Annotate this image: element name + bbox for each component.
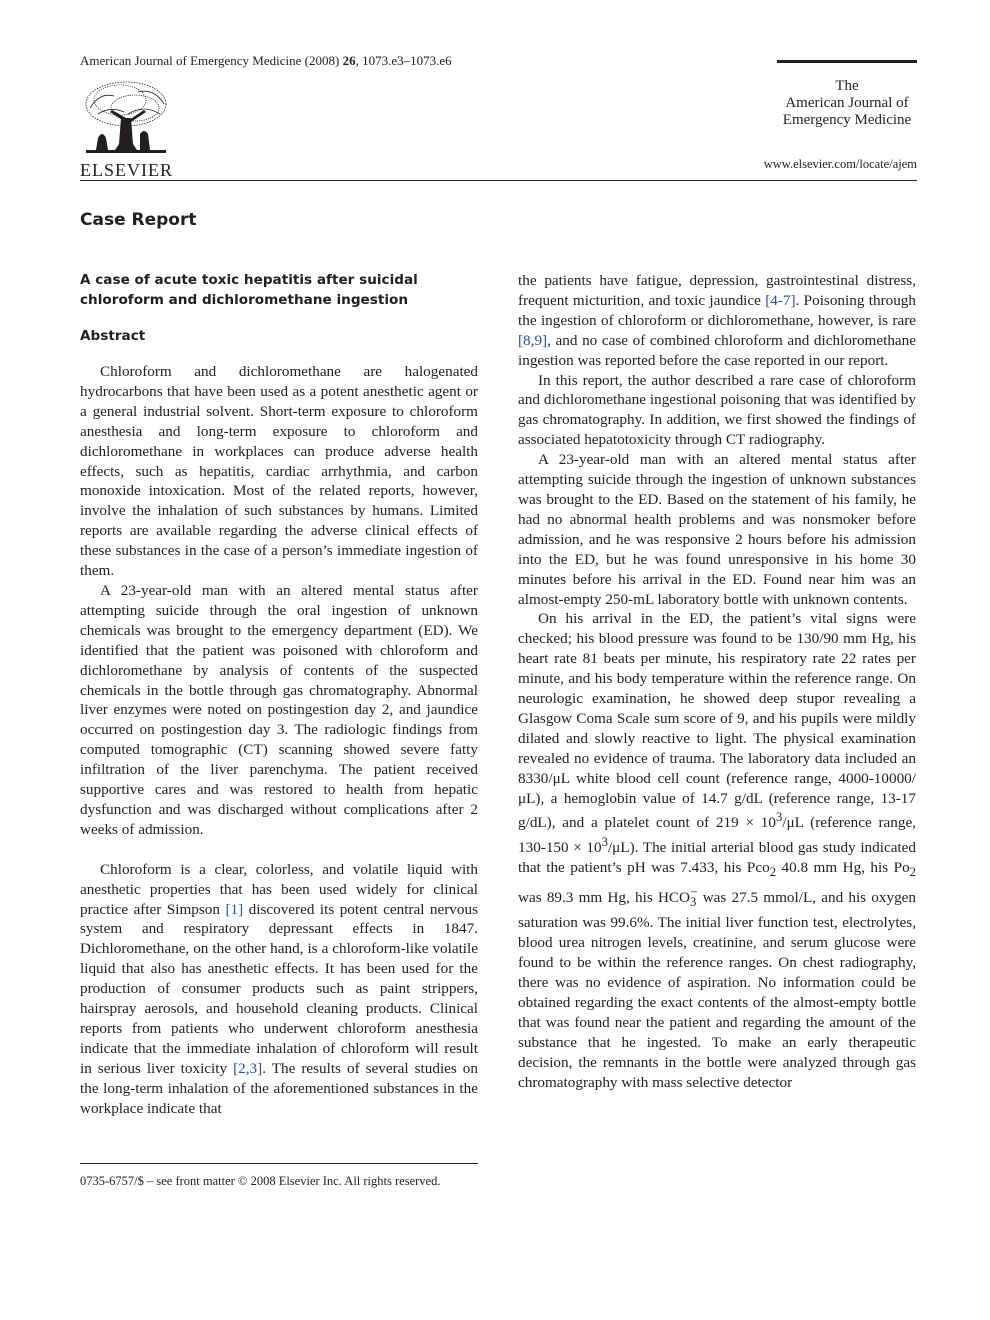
body-paragraph-2: In this report, the author described a rare case of chloroform and dichloromethane ingestional poisoning that was identified by gas chromatography. In addition, we first showed the findings of associated hepatotoxicity through CT radiography. xyxy=(518,371,916,449)
journal-logo-line-1: The xyxy=(835,78,859,94)
body-paragraph-1-continued xyxy=(518,271,916,371)
citation-pages: , 1073.e3–1073.e6 xyxy=(355,53,452,68)
left-column xyxy=(80,270,478,1119)
body-text: 40.8 mm Hg, his xyxy=(776,859,894,877)
body-paragraph-4 xyxy=(518,609,916,1092)
body-text: On his arrival in the ED, the patient’s vital signs were checked; his blood pressure was found to be 130/90 mm Hg, his heart rate 81 beats per minute, his respiratory rate 22 rates per minute, and his body temperature within the reference range. On neurologic examination, he showed deep stupor revealing a Glasgow Coma Scale sum score of 9, and his pupils were mildly dilated and slowly reactive to light. The physical examination revealed no evidence of trauma. The laboratory data included an 8330/μL white blood cell count (reference range, 4000-10000/μL), a hemoglobin value of 14.7 g/dL (reference range, 13-17 g/dL), and a platelet count of 219 × 10 xyxy=(518,610,916,832)
body-paragraph-1 xyxy=(80,860,478,1119)
right-column xyxy=(518,271,916,1093)
body-paragraph-3: A 23-year-old man with an altered mental status after attempting suicide through the ingestion of unknown substances was brought to the ED. Based on the statement of his family, he had no abnormal health problems and was nonsmoker before admission, and he was responsive 2 hours before his admission into the ED, but he was found unresponsive in his home 30 minutes before his arrival in the ED. Found near him was an almost-empty 250-mL laboratory bottle with unknown contents. xyxy=(518,451,916,608)
superscript: 3 xyxy=(775,810,783,825)
superscript: − xyxy=(690,885,698,900)
body-text: /μL (reference range, 130-150 × 10 xyxy=(518,814,916,857)
citation-volume: 26 xyxy=(342,53,356,68)
abstract-paragraph-1: Chloroform and dichloromethane are halogenated hydrocarbons that have been used as a potent anesthetic agent or a general industrial solvent. Short-term exposure to chloroform anesthesia and long-term exposure to chloroform and dichloromethane in workplaces can produce adverse health effects, such as hepatitis, cardiac arrhythmia, and carbon monoxide intoxication. Most of the related reports, however, involve the inhalation of such substances by humans. Limited reports are available regarding the adverse clinical effects of these substances in the case of a person’s immediate ingestion of them. xyxy=(80,363,478,580)
abstract-heading: Abstract xyxy=(80,328,146,344)
pco2-label: Pco xyxy=(746,859,770,877)
abstract-paragraph-2: A 23-year-old man with an altered mental status after attempting suicide through the oral ingestion of unknown chemicals was brought to the emergency department (ED). We identified that the patient was poisoned with chloroform and dichloromethane by analysis of contents of the suspected chemicals in the bottle through gas chromatography. Abnormal liver enzymes were noted on postingestion day 2, and jaundice occurred on postingestion day 3. The radiologic findings from computed tomographic (CT) scanning showed severe fatty infiltration of the liver parenchyma. The patient received supportive cares and was restored to health from hepatic dysfunction and was discharged without complications after 2 weeks of admission. xyxy=(80,581,478,838)
body-text: . Poisoning through the ingestion of chloroform or dichloromethane, however, is rare xyxy=(518,291,916,329)
subscript: 2 xyxy=(909,865,916,880)
elsevier-logo xyxy=(80,78,172,182)
journal-logo-rule xyxy=(777,60,917,63)
subscript: 2 xyxy=(769,865,777,880)
elsevier-tree-icon xyxy=(80,78,172,158)
reference-link[interactable]: [4-7] xyxy=(765,291,796,309)
body-text: /μL). The initial arterial blood gas study indicated that the patient’s pH was 7.433, his xyxy=(518,839,916,877)
superscript: 3 xyxy=(601,835,608,850)
body-text: was 27.5 mmol/L, and his oxygen saturation was 99.6%. The initial liver function test, electrolytes, blood urea nitrogen levels, creatinine, and serum glucose were found to be within the reference ranges. On chest radiography, there was no evidence of aspiration. No information could be obtained regarding the exact contents of the almost-empty bottle that was found near the patient and regarding the amount of the substance that he ingested. To make an early therapeutic decision, the remnants in the bottle were analyzed through gas chromatography with mass selective detector xyxy=(518,889,917,1091)
reference-link[interactable]: [8,9] xyxy=(518,331,548,349)
body-text: , and no case of combined chloroform and dichloromethane ingestion was reported before the case reported in our report. xyxy=(518,331,916,369)
subscript: 3 xyxy=(690,895,697,910)
hco3-label: HCO xyxy=(657,889,691,907)
body-text: was 89.3 mm Hg, his xyxy=(518,889,658,907)
po2-label: Po xyxy=(893,859,910,877)
reference-link[interactable]: [2,3] xyxy=(233,1059,263,1077)
reference-link[interactable]: [1] xyxy=(225,900,244,918)
body-text: Chloroform is a clear, colorless, and volatile liquid with anesthetic properties that has been used widely for clinical practice after Simpson xyxy=(80,860,478,918)
section-label: Case Report xyxy=(80,210,197,230)
article-title: A case of acute toxic hepatitis after suicidal chloroform and dichloromethane ingestion xyxy=(80,272,418,308)
citation-journal: American Journal of Emergency Medicine (2008) xyxy=(80,53,340,68)
body-text: discovered its potent central nervous system and respiratory depressant effects in 1847. Dichloromethane, on the other hand, is a chloroform-like volatile liquid that also has anesthetic effects. It has been used for the production of consumer products such as paint strippers, hairspray aerosols, and household cleaning products. Clinical reports from patients who underwent chloroform anesthesia indicate that the immediate inhalation of chloroform will result in serious liver toxicity xyxy=(80,900,478,1077)
copyright-notice: 0735-6757/$ – see front matter © 2008 Elsevier Inc. All rights reserved. xyxy=(80,1174,441,1188)
footer-divider xyxy=(80,1163,478,1164)
journal-url-link[interactable]: www.elsevier.com/locate/ajem xyxy=(763,157,917,171)
elsevier-logo-text: ELSEVIER xyxy=(80,160,173,180)
journal-logo-line-3: Emergency Medicine xyxy=(782,112,912,128)
body-text: the patients have fatigue, depression, gastrointestinal distress, frequent micturition, and toxic jaundice xyxy=(518,272,916,309)
header-divider xyxy=(80,180,917,181)
body-text: . The results of several studies on the long-term inhalation of the aforementioned substances in the workplace indicate that xyxy=(80,1059,478,1117)
journal-logo-line-2: American Journal of xyxy=(785,95,909,111)
journal-logo xyxy=(777,78,917,129)
journal-citation xyxy=(80,53,452,69)
